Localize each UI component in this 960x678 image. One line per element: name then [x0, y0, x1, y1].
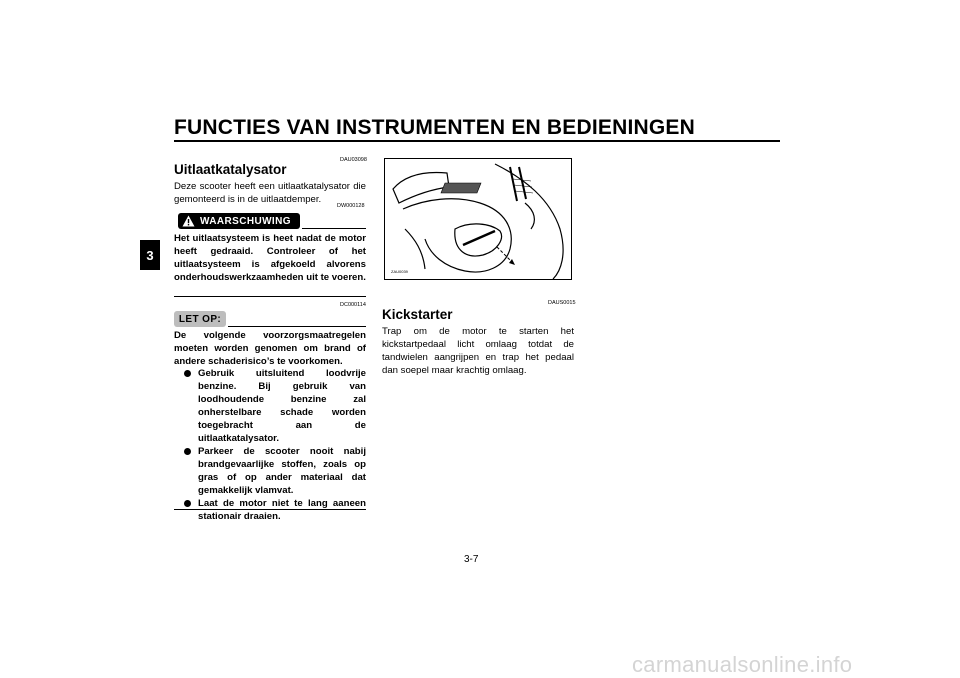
warning-label: WAARSCHUWING: [200, 215, 291, 227]
warning-end-rule: [174, 296, 366, 297]
section-title-catalyst: Uitlaatkatalysator: [174, 162, 287, 177]
bullet-text: Parkeer de scooter nooit nabij brandgevaarlijke stoffen, zoals op gras of op ander materiaal dat gemakkelijk vlamvat.: [198, 446, 366, 496]
warning-code: DW000128: [337, 203, 365, 209]
section-title-kickstarter: Kickstarter: [382, 307, 453, 322]
note-code: DC000114: [340, 302, 366, 308]
bullet-text: Laat de motor niet te lang aaneen stationair draaien.: [198, 498, 366, 522]
kickstarter-code: DAUS0015: [548, 300, 576, 306]
figure-label: ZAU0039: [391, 269, 408, 274]
bullet-item: [184, 445, 366, 497]
note-rule: [228, 326, 366, 327]
bullet-text: Gebruik uitsluitend loodvrije benzine. Bij gebruik van loodhoudende benzine zal onherstelbare schade worden toegebracht aan de uitlaatkatalysator.: [198, 368, 366, 444]
watermark-text: carmanualsonline.info: [632, 652, 853, 677]
catalyst-intro: Deze scooter heeft een uitlaatkatalysator die gemonteerd is in de uitlaatdemper.: [174, 181, 366, 205]
note-badge: LET OP:: [174, 311, 226, 327]
page-header-title: FUNCTIES VAN INSTRUMENTEN EN BEDIENINGEN: [174, 116, 695, 139]
bullet-dot-icon: [184, 500, 191, 507]
page-number: 3-7: [464, 554, 479, 565]
note-text: De volgende voorzorgsmaatregelen moeten worden genomen om brand of andere schaderisico’s te voorkomen.: [174, 330, 366, 367]
note-end-rule: [174, 509, 366, 510]
bullet-dot-icon: [184, 448, 191, 455]
bullet-dot-icon: [184, 370, 191, 377]
warning-text: Het uitlaatsysteem is heet nadat de motor heeft gedraaid. Controleer of het uitlaatsysteem is afgekoeld alvorens onderhoudswerkzaamheden uit te voeren.: [174, 233, 366, 283]
warning-rule: [302, 228, 366, 229]
kickstarter-text: Trap om de motor te starten het kickstartpedaal licht omlaag totdat de tandwielen aangrijpen en trap het pedaal dan soepel maar krachtig omlaag.: [382, 326, 574, 376]
bullet-item: [184, 367, 366, 445]
bullet-item: [184, 497, 366, 523]
header-rule: [174, 140, 780, 142]
section-code: DAU03098: [340, 157, 367, 163]
warning-badge: [178, 213, 300, 229]
warning-triangle-icon: [182, 215, 195, 227]
kickstarter-illustration: [384, 158, 572, 280]
chapter-tab: 3: [140, 240, 160, 270]
note-bullet-list: [184, 367, 366, 523]
scooter-kickstarter-drawing: [385, 159, 571, 279]
